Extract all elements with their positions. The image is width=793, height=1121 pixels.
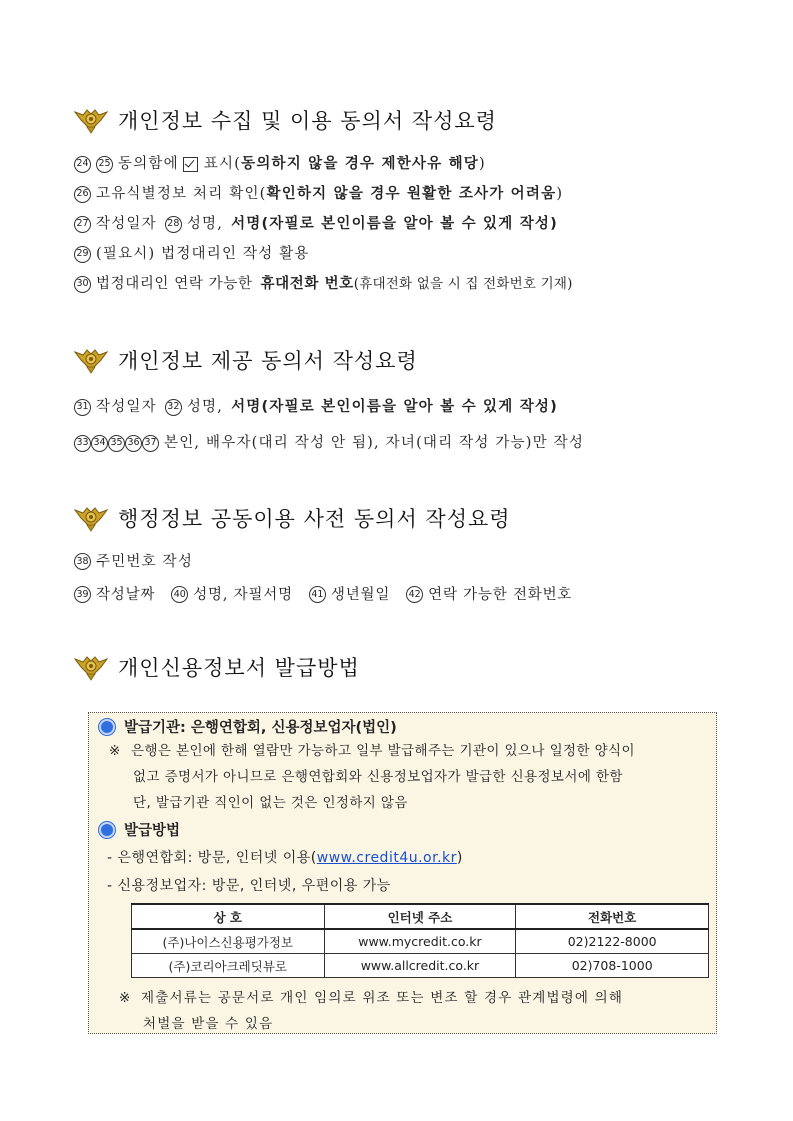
table-cell: (주)코리아크레딧뷰로: [132, 954, 325, 978]
bullet-heading: [99, 716, 397, 737]
instruction-bold: 동의하지 않을 경우 제한사유 해당: [241, 156, 479, 172]
circled-number: 33: [74, 435, 91, 452]
instruction-text: 생년월일: [330, 586, 391, 603]
instruction-text: 동의함에: [118, 156, 179, 172]
circled-number: 26: [74, 186, 91, 203]
note-text: 단, 발급기관 직인이 없는 것은 인정하지 않음: [133, 795, 408, 811]
instruction-bold: 서명(자필로 본인이름을 알아 볼 수 있게 작성): [231, 399, 558, 415]
circled-number: 31: [74, 399, 91, 416]
police-emblem-icon: [74, 346, 108, 374]
note-text: 없고 증명서가 아니므로 은행연합회와 신용정보업자가 발급한 신용정보서에 한함: [133, 769, 623, 785]
section-heading: [74, 650, 734, 684]
instruction-line: [74, 545, 734, 578]
table-header-row: [132, 904, 709, 929]
column-header: 전화번호: [516, 904, 709, 929]
table-row: [132, 929, 709, 954]
circled-number: 30: [74, 276, 91, 293]
instruction-line: [74, 239, 734, 269]
circled-number: 25: [96, 156, 113, 173]
instruction-text: (휴대전화 없을 시 집 전화번호 기재): [353, 276, 573, 292]
section-admin-info-consent: [74, 501, 734, 611]
credit-report-info-box: [88, 712, 717, 1034]
instruction-bold: 확인하지 않을 경우 원활한 조사가 어려움: [266, 186, 557, 202]
table-cell: 02)708-1000: [516, 954, 709, 978]
circled-number: 42: [406, 586, 423, 603]
issuer-table: [131, 903, 709, 978]
table-cell: 02)2122-8000: [516, 929, 709, 954]
circled-number: 28: [165, 216, 182, 233]
bullet-text: 발급방법: [124, 823, 181, 839]
instruction-text: ): [556, 186, 564, 202]
table-cell: www.allcredit.co.kr: [324, 954, 516, 978]
instruction-text: 표시(: [203, 156, 242, 172]
circled-number: 37: [142, 435, 159, 452]
bullet-heading: [99, 819, 180, 840]
circled-number: 38: [74, 553, 91, 570]
instruction-line: [74, 209, 734, 239]
instruction-text: ): [479, 156, 486, 172]
section-heading: [74, 501, 734, 535]
note-text: 제출서류는 공문서로 개인 임의로 위조 또는 변조 할 경우 관계법령에 의해: [141, 990, 624, 1006]
circled-number: 40: [171, 586, 188, 603]
circled-number: 36: [125, 435, 142, 452]
column-header: 상 호: [132, 904, 325, 929]
note-block: [119, 985, 709, 1037]
method-line: [107, 847, 463, 867]
section-title: 개인신용정보서 발급방법: [118, 656, 360, 680]
instruction-text: (필요시) 법정대리인 작성 활용: [96, 246, 310, 262]
instruction-text: 본인, 배우자(대리 작성 안 됨), 자녀(대리 작성 가능)만 작성: [164, 435, 585, 451]
method-text: - 은행연합회: 방문, 인터넷 이용(: [107, 850, 317, 866]
section-title: 행정정보 공동이용 사전 동의서 작성요령: [118, 507, 511, 531]
instruction-text: 작성날짜: [96, 586, 156, 603]
method-line: [107, 875, 391, 895]
checkbox-checked-icon: [183, 157, 198, 172]
table-cell: www.mycredit.co.kr: [324, 929, 516, 954]
police-emblem-icon: [74, 653, 108, 681]
note-text: 은행은 본인에 한해 열람만 가능하고 일부 발급해주는 기관이 있으나 일정한 양식이: [131, 743, 635, 759]
instruction-text: 고유식별정보 처리 확인(: [96, 186, 267, 202]
credit4u-link[interactable]: www.credit4u.or.kr: [316, 850, 457, 866]
instruction-line: [74, 179, 734, 209]
instruction-bold: 휴대전화 번호: [260, 276, 354, 292]
table-row: [132, 954, 709, 978]
blue-bullet-icon: [99, 822, 115, 838]
instruction-line: [74, 578, 734, 611]
instruction-text: 주민번호 작성: [96, 553, 194, 570]
reference-mark: ※: [109, 743, 121, 759]
instruction-text: 성명,: [186, 216, 224, 232]
circled-number: 39: [74, 586, 91, 603]
section-heading: [74, 343, 734, 377]
instruction-text: 연락 가능한 전화번호: [428, 586, 573, 603]
instruction-text: 작성일자: [96, 216, 157, 232]
instruction-line: [74, 149, 734, 179]
section-title: 개인정보 제공 동의서 작성요령: [118, 349, 418, 373]
circled-number: 41: [309, 586, 326, 603]
circled-number: 35: [108, 435, 125, 452]
section-heading: [74, 103, 734, 137]
instruction-text: 작성일자: [96, 399, 157, 415]
instruction-line: [74, 269, 734, 299]
circled-number: 29: [74, 246, 91, 263]
instruction-text: 성명,: [186, 399, 224, 415]
instruction-line: [74, 389, 734, 425]
method-text: ): [456, 850, 463, 866]
instruction-bold: 서명(자필로 본인이름을 알아 볼 수 있게 작성): [231, 216, 558, 232]
circled-number: 34: [91, 435, 108, 452]
note-block: [109, 738, 707, 816]
reference-mark: ※: [119, 990, 132, 1006]
section-title: 개인정보 수집 및 이용 동의서 작성요령: [118, 109, 497, 133]
section-credit-report: [74, 650, 734, 684]
note-text: 처벌을 받을 수 있음: [143, 1016, 274, 1032]
column-header: 인터넷 주소: [324, 904, 516, 929]
blue-bullet-icon: [99, 719, 115, 735]
circled-number: 27: [74, 216, 91, 233]
method-text: - 신용정보업자: 방문, 인터넷, 우편이용 가능: [107, 878, 391, 894]
circled-number: 32: [165, 399, 182, 416]
table-cell: (주)나이스신용평가정보: [132, 929, 325, 954]
instruction-line: [74, 425, 734, 461]
instruction-text: 법정대리인 연락 가능한: [96, 276, 253, 292]
police-emblem-icon: [74, 504, 108, 532]
section-collection-consent: [74, 103, 734, 299]
section-provision-consent: [74, 343, 734, 461]
bullet-text: 발급기관: 은행연합회, 신용정보업자(법인): [124, 720, 397, 736]
police-emblem-icon: [74, 106, 108, 134]
circled-number: 24: [74, 156, 91, 173]
instruction-text: 성명, 자필서명: [193, 586, 293, 603]
